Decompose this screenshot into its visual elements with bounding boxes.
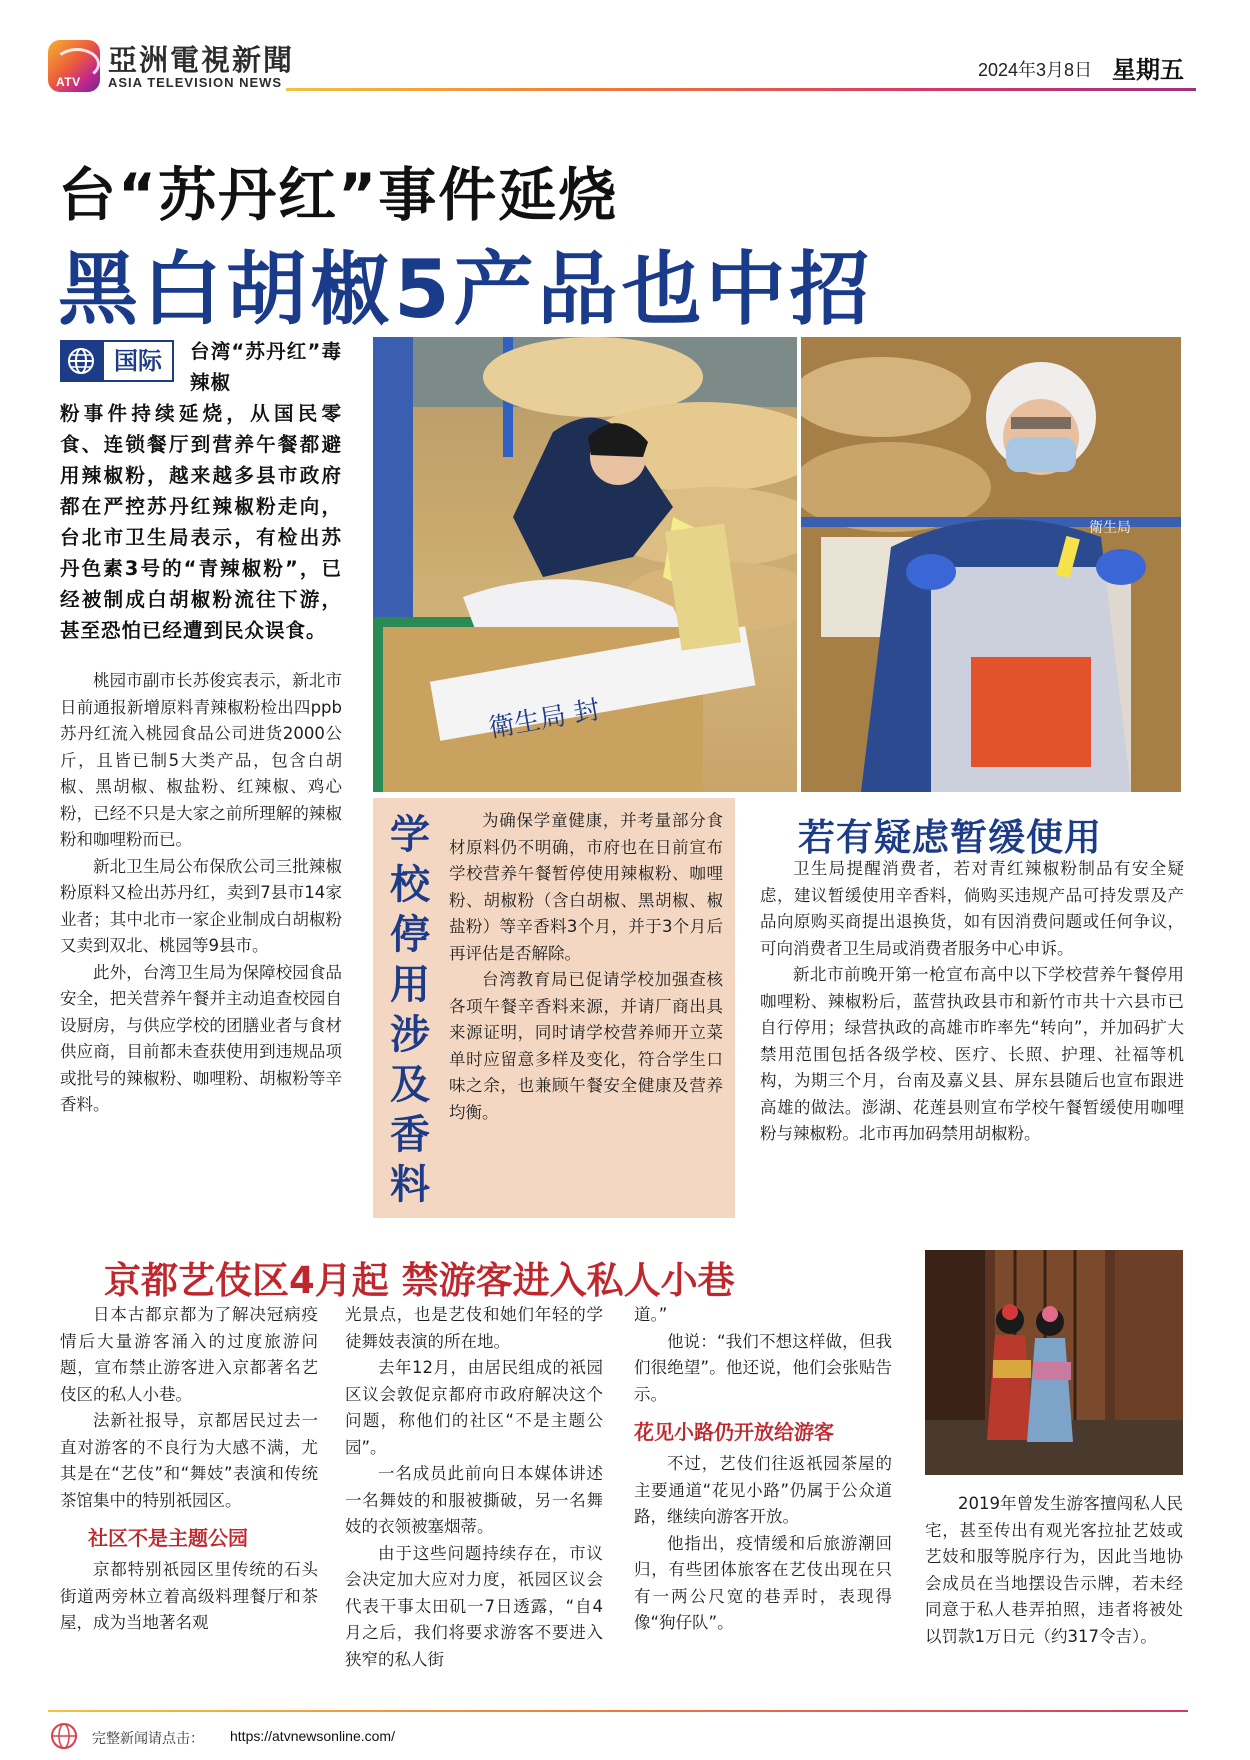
body-paragraph: 日本古都京都为了解决冠病疫情后大量游客涌入的过度旅游问题，宣布禁止游客进入京都著名艺伎区的私人小巷。	[60, 1305, 318, 1404]
section-title-caution: 若有疑虑暂缓使用	[798, 816, 1102, 859]
body-paragraph: 他指出，疫情缓和后旅游潮回归，有些团体旅客在艺伎出现在只有一两公尺宽的巷弄时，表现得像“狗仔队”。	[634, 1533, 892, 1632]
brand-name-en: ASIA TELEVISION NEWS	[108, 75, 283, 90]
body-paragraph: 此外，台湾卫生局为保障校园食品安全，把关营养午餐并主动追查校园自设厨房，与供应学校的团膳业者与食材供应商，目前都未查获使用到违规品项或批号的辣椒粉、咖哩粉、胡椒粉等辛香料。	[60, 962, 342, 1114]
issue-weekday: 星期五	[1112, 56, 1184, 84]
kyoto-column-3	[634, 1302, 892, 1637]
kyoto-column-2	[345, 1302, 603, 1673]
seal-label: 衛生局 封	[486, 694, 603, 744]
body-paragraph: 2019年曾发生游客擅闯私人民宅，甚至传出有观光客拉扯艺妓或艺妓和服等脱序行为，因此当地协会成员在当地摆设告示牌，若未经同意于私人巷弄拍照，违者将被处以罚款1万日元（约317令吉）。	[925, 1494, 1183, 1646]
school-sidebar-box	[373, 798, 735, 1218]
headline-secondary: 黑白胡椒5产品也中招	[58, 243, 874, 336]
lead-paragraph-continued: 粉事件持续延烧，从国民零食、连锁餐厅到营养午餐都避用辣椒粉，越来越多县市政府都在严控苏丹红辣椒粉走向，台北市卫生局表示，有检出苏丹色素3号的“青辣椒粉”，已经被制成白胡椒粉流往下游，甚至恐怕已经遭到民众误食。	[60, 402, 342, 642]
footer-label: 完整新闻请点击：	[92, 1731, 204, 1747]
body-paragraph: 一名成员此前向日本媒体讲述一名舞妓的和服被撕破，另一名舞妓的衣领被塞烟蒂。	[345, 1464, 603, 1536]
body-paragraph: 光景点，也是艺伎和她们年轻的学徒舞妓表演的所在地。	[345, 1305, 603, 1351]
body-paragraph: 不过，艺伎们往返祇园茶屋的主要通道“花见小路”仍属于公众道路，继续向游客开放。	[634, 1454, 892, 1526]
kyoto-column-1	[60, 1302, 318, 1637]
body-paragraph: 为确保学童健康，并考量部分食材原料仍不明确，市府也在日前宣布学校营养午餐暂停使用辣椒粉、咖哩粉、胡椒粉（含白胡椒、黑胡椒、椒盐粉）等辛香料3个月，并于3个月后再评估是否解除。	[449, 811, 723, 963]
footer-link[interactable]: https://atvnewsonline.com/	[230, 1728, 395, 1744]
kyoto-column-4	[925, 1491, 1183, 1650]
globe-icon	[60, 340, 102, 382]
body-paragraph: 京都特别祇园区里传统的石头街道两旁林立着高级料理餐厅和茶屋，成为当地著名观	[60, 1560, 318, 1632]
school-sidebar-text	[449, 808, 723, 1126]
school-sidebar-title: 学校停用涉及香料	[390, 812, 430, 1208]
body-paragraph: 桃园市副市长苏俊宾表示，新北市日前通报新增原料青辣椒粉检出四ppb苏丹红流入桃园食品公司进货2000公斤，且皆已制5大类产品，包含白胡椒、黑胡椒、椒盐粉、红辣椒、鸡心粉，已经不只是大家之前所理解的辣椒粉和咖哩粉而已。	[60, 671, 342, 849]
kyoto-headline: 京都艺伎区4月起 禁游客进入私人小巷	[104, 1259, 735, 1302]
body-paragraph: 新北卫生局公布保欣公司三批辣椒粉原料又检出苏丹红，卖到7县市14家业者；其中北市一家企业制成白胡椒粉又卖到双北、桃园等9县市。	[60, 856, 342, 955]
section-badge	[60, 340, 172, 382]
body-paragraph: 道。”	[634, 1305, 668, 1324]
section-label: 国际	[102, 340, 174, 382]
body-paragraph: 新北市前晚开第一枪宣布高中以下学校营养午餐停用咖哩粉、辣椒粉后，蓝营执政县市和新竹市共十六县市已自行停用；绿营执政的高雄市昨率先“转向”，并加码扩大禁用范围包括各级学校、医疗、长照、护理、社福等机构，为期三个月，台南及嘉义县、屏东县随后也宣布跟进高雄的做法。澎湖、花莲县则宣布学校午餐暂缓使用咖哩粉与辣椒粉。北市再加码禁用胡椒粉。	[760, 965, 1184, 1143]
left-column	[60, 668, 342, 1119]
lead-paragraph-start: 台湾“苏丹红”毒辣椒	[190, 340, 342, 394]
issue-date: 2024年3月8日	[978, 60, 1093, 80]
body-paragraph: 法新社报导，京都居民过去一直对游客的不良行为大感不满，尤其是在“艺伎”和“舞妓”表演和传统茶馆集中的特别祇园区。	[60, 1411, 318, 1510]
right-column	[760, 856, 1184, 1148]
photo-inspector-warehouse	[373, 337, 797, 792]
body-paragraph: 去年12月，由居民组成的祇园区议会敦促京都府市政府解决这个问题，称他们的社区“不是主题公园”。	[345, 1358, 603, 1457]
body-paragraph: 卫生局提醒消费者，若对青红辣椒粉制品有安全疑虑，建议暂缓使用辛香料，倘购买违规产品可持发票及产品向原购买商提出退换货，如有因消费问题或任何争议，可向消费者卫生局或消费者服务中心申诉。	[760, 859, 1184, 958]
atv-logo	[48, 40, 100, 92]
globe-footer-icon	[50, 1722, 78, 1750]
kyoto-subhead-hanamikoji: 花见小路仍开放给游客	[634, 1420, 834, 1444]
body-paragraph: 由于这些问题持续存在，市议会决定加大应对力度，祇园区议会代表干事太田矶一7日透露，“自4月之后，我们将要求游客不要进入狭窄的私人街	[345, 1543, 603, 1669]
brand-name-cn: 亞洲電視新聞	[108, 43, 295, 77]
footer-gradient-rule	[48, 1710, 1188, 1712]
body-paragraph: 他说：“我们不想这样做，但我们很绝望”。他还说，他们会张贴告示。	[634, 1331, 892, 1404]
vest-label: 衛生局	[1089, 520, 1131, 536]
kyoto-subhead-theme-park: 社区不是主题公园	[88, 1526, 248, 1550]
logo-text: ATV	[56, 75, 81, 89]
header-gradient-rule	[286, 88, 1196, 91]
photo-maiko-street	[925, 1250, 1183, 1475]
body-paragraph: 台湾教育局已促请学校加强查核各项午餐辛香料来源，并请厂商出具来源证明，同时请学校营养师开立菜单时应留意多样及变化，符合学生口味之余，也兼顾午餐安全健康及营养均衡。	[449, 970, 723, 1122]
photo-inspector-bag	[801, 337, 1181, 792]
headline-primary: 台“苏丹红”事件延烧	[58, 161, 619, 229]
